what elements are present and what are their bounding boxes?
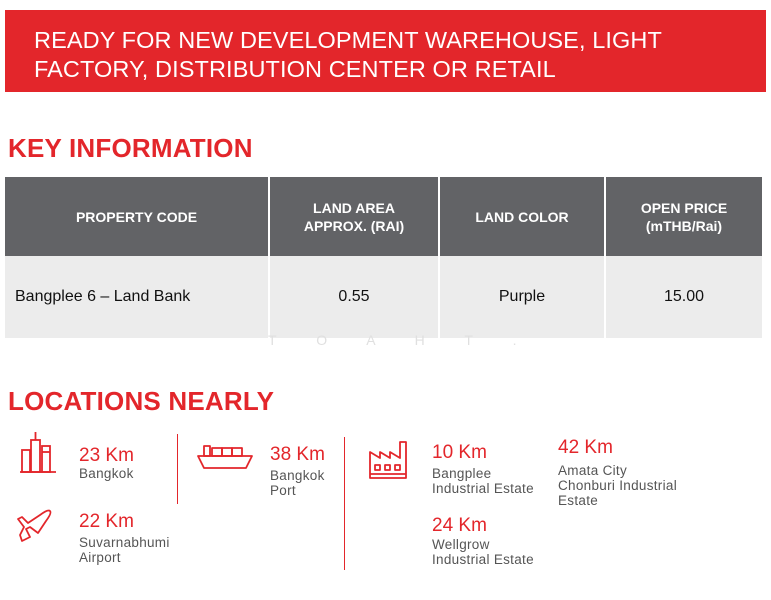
- cargo-ship-icon: [196, 442, 254, 472]
- title-banner: [5, 10, 766, 92]
- label-wellgrow-line-2: Industrial Estate: [432, 552, 534, 567]
- header-land-color: LAND COLOR: [440, 177, 606, 256]
- airplane-icon: [16, 507, 56, 547]
- key-information-heading: KEY INFORMATION: [8, 133, 253, 163]
- label-port-line-2: Port: [270, 483, 296, 498]
- factory-icon: [368, 438, 408, 480]
- divider-line: [177, 434, 178, 504]
- banner-title-line-2: FACTORY, DISTRIBUTION CENTER OR RETAIL: [34, 56, 556, 82]
- label-amata-line-1: Amata City: [558, 463, 628, 478]
- cell-land-color: Purple: [440, 256, 606, 338]
- divider-line: [344, 437, 345, 570]
- location-amata: [558, 438, 677, 508]
- location-airport: [79, 512, 170, 565]
- label-bangplee-line-2: Industrial Estate: [432, 481, 534, 496]
- location-wellgrow: [432, 516, 534, 567]
- locations-heading: LOCATIONS NEARLY: [8, 386, 275, 416]
- header-open-price: [606, 177, 762, 256]
- label-airport-line-1: Suvarnabhumi: [79, 535, 170, 550]
- label-wellgrow-line-1: Wellgrow: [432, 537, 490, 552]
- label-amata-line-2: Chonburi Industrial: [558, 478, 678, 493]
- distance-port: 38 Km: [270, 444, 325, 465]
- location-bangplee: [432, 443, 534, 496]
- header-land-area-line-2: APPROX. (RAI): [303, 217, 405, 234]
- header-land-area: [270, 177, 440, 256]
- label-airport-line-2: Airport: [79, 550, 121, 565]
- table-header-row: [5, 177, 762, 256]
- label-bangplee-line-1: Bangplee: [432, 466, 492, 481]
- header-open-price-line-1: OPEN PRICE: [640, 199, 728, 216]
- label-bangkok: Bangkok: [79, 466, 134, 481]
- cell-open-price: 15.00: [663, 288, 705, 305]
- distance-bangkok: 23 Km: [79, 445, 134, 466]
- location-bangkok: [79, 446, 134, 481]
- distance-wellgrow: 24 Km: [432, 515, 487, 536]
- banner-title: [34, 26, 734, 84]
- table-row: [5, 256, 762, 338]
- cell-property-code: Bangplee 6 – Land Bank: [5, 256, 270, 338]
- key-information-table: [5, 177, 762, 338]
- city-buildings-icon: [18, 430, 58, 474]
- cell-land-area: 0.55: [270, 256, 440, 338]
- header-land-area-line-1: LAND AREA: [313, 199, 395, 216]
- distance-airport: 22 Km: [79, 511, 134, 532]
- distance-bangplee: 10 Km: [432, 442, 487, 463]
- header-open-price-line-2: (mTHB/Rai): [645, 217, 723, 234]
- location-port: [270, 445, 325, 498]
- label-port-line-1: Bangkok: [270, 468, 325, 483]
- distance-amata: 42 Km: [558, 437, 613, 458]
- watermark: T O A H T .: [268, 332, 535, 348]
- header-property-code: PROPERTY CODE: [5, 177, 270, 256]
- label-amata-line-3: Estate: [558, 493, 599, 508]
- banner-title-line-1: READY FOR NEW DEVELOPMENT WAREHOUSE, LIGHT: [34, 27, 662, 53]
